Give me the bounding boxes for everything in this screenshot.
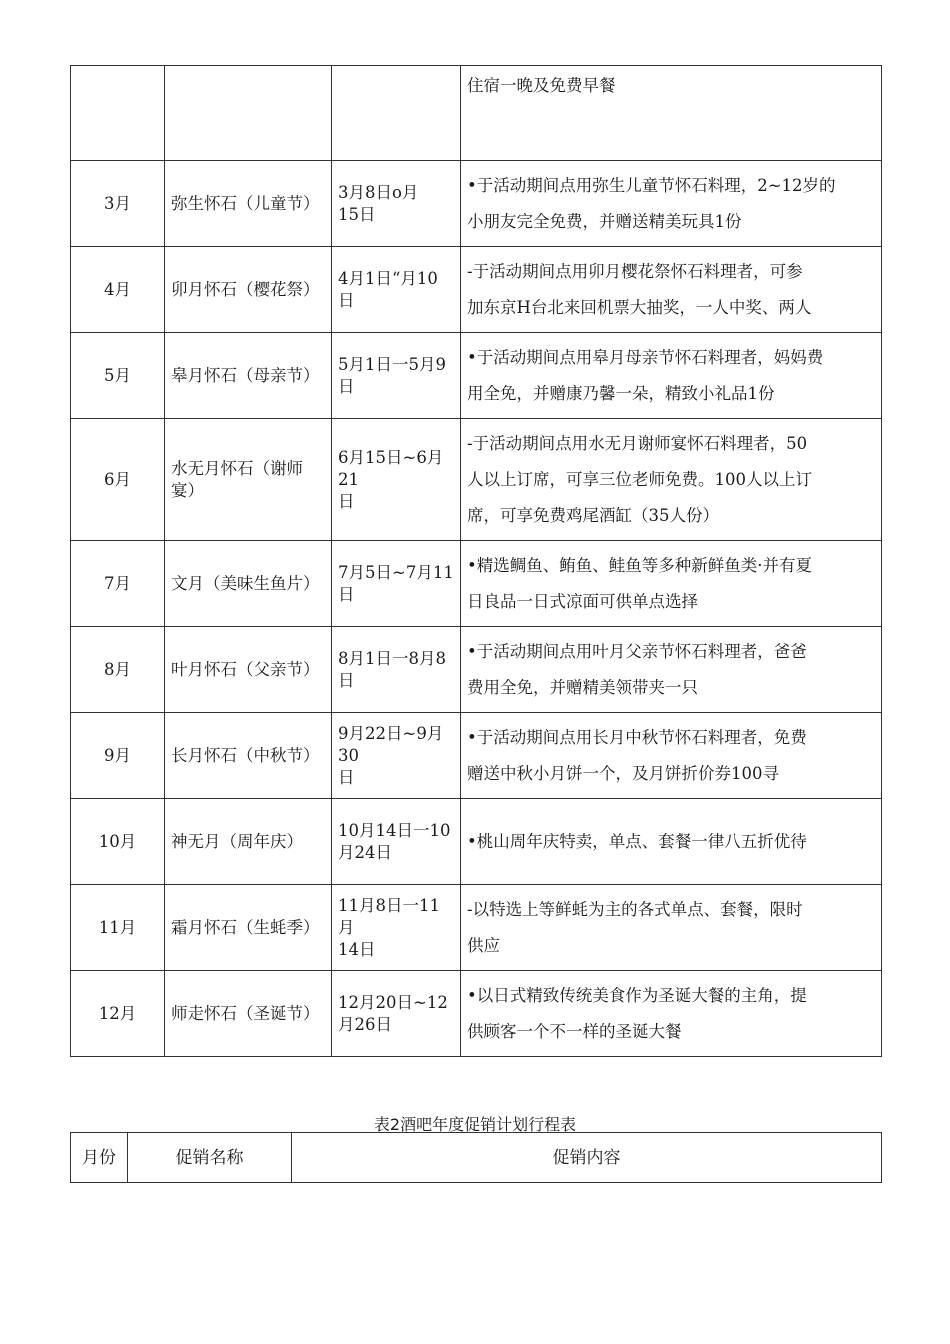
date-cell-line: 日	[338, 491, 355, 511]
promotion-content-cell	[461, 971, 882, 1057]
date-cell-line: 日	[338, 376, 355, 396]
promotion-content-cell	[461, 333, 882, 419]
promotion-content-cell-line: -于活动期间点用水无月谢师宴怀石料理者，50	[467, 433, 808, 453]
table-row	[71, 627, 882, 713]
date-cell-line: 14日	[338, 939, 376, 959]
promotion-content-cell-line: 供顾客一个不一样的圣诞大餐	[467, 1021, 682, 1041]
date-cell	[332, 333, 461, 419]
promotion-content-cell	[461, 541, 882, 627]
date-cell-line: 日	[338, 670, 355, 690]
promotion-content-cell-line: 人以上订席，可享三位老师免费。100人以上订	[467, 469, 812, 489]
table-row	[71, 713, 882, 799]
promotion-content-cell-line: -于活动期间点用卯月樱花祭怀石料理者，可参	[467, 261, 803, 281]
date-cell-line: 3月8日o月	[338, 182, 419, 202]
promotion-content-cell-line: •于活动期间点用叶月父亲节怀石料理者，爸爸	[467, 641, 807, 661]
month-cell: 12月	[71, 971, 165, 1057]
promotion-content-cell-line: 住宿一晚及免费早餐	[467, 76, 616, 95]
month-cell: 11月	[71, 885, 165, 971]
table-header-row	[71, 1133, 882, 1183]
date-cell-line: 12月20日~12	[338, 992, 448, 1012]
promotion-content-cell	[461, 161, 882, 247]
promotion-content-cell	[461, 885, 882, 971]
date-cell	[332, 971, 461, 1057]
month-cell	[71, 66, 165, 161]
restaurant-promotion-table	[70, 65, 882, 1057]
table2-caption: 表2酒吧年度促销计划行程表	[373, 1115, 577, 1134]
date-cell-line: 10月14日一10	[338, 820, 451, 840]
date-cell	[332, 885, 461, 971]
promotion-content-cell	[461, 66, 882, 161]
promotion-content-cell-line: 费用全免，并赠精美领带夹一只	[467, 677, 698, 697]
promotion-name-cell: 皋月怀石（母亲节）	[165, 333, 332, 419]
date-cell	[332, 247, 461, 333]
promotion-name-cell	[165, 66, 332, 161]
restaurant-promotion-table-body	[71, 66, 882, 1057]
table-row	[71, 541, 882, 627]
month-cell: 5月	[71, 333, 165, 419]
date-cell-line: 7月5日~7月11	[338, 562, 454, 582]
header-promotion-content: 促销内容	[292, 1133, 882, 1183]
date-cell-line: 6月15日~6月21	[338, 447, 444, 489]
promotion-content-cell-line: •于活动期间点用弥生儿童节怀石料理，2~12岁的	[467, 175, 836, 195]
table-row	[71, 247, 882, 333]
promotion-content-cell-line: 席，可享免费鸡尾酒缸（35人份）	[467, 505, 719, 525]
header-promotion-name: 促销名称	[128, 1133, 292, 1183]
date-cell-line: 11月8日一11月	[338, 895, 440, 937]
promotion-content-cell-line: •桃山周年庆特卖，单点、套餐一律八五折优待	[467, 831, 807, 851]
promotion-name-cell: 师走怀石（圣诞节）	[165, 971, 332, 1057]
promotion-content-cell	[461, 799, 882, 885]
table-row	[71, 161, 882, 247]
date-cell-line: 月26日	[338, 1014, 392, 1034]
table-row	[71, 419, 882, 541]
date-cell-line: 15日	[338, 204, 376, 224]
promotion-content-cell	[461, 419, 882, 541]
header-month: 月份	[71, 1133, 128, 1183]
promotion-name-cell: 弥生怀石（儿童节）	[165, 161, 332, 247]
table-row	[71, 885, 882, 971]
promotion-name-cell: 神无月（周年庆）	[165, 799, 332, 885]
promotion-name-cell: 卯月怀石（樱花祭）	[165, 247, 332, 333]
promotion-content-cell-line: •于活动期间点用长月中秋节怀石料理者，免费	[467, 727, 807, 747]
table-row	[71, 799, 882, 885]
date-cell	[332, 713, 461, 799]
promotion-content-cell	[461, 247, 882, 333]
bar-promotion-table	[70, 1132, 882, 1183]
promotion-content-cell	[461, 713, 882, 799]
promotion-name-cell: 叶月怀石（父亲节）	[165, 627, 332, 713]
promotion-content-cell-line: 小朋友完全免费，并赠送精美玩具1份	[467, 211, 742, 231]
date-cell	[332, 66, 461, 161]
date-cell	[332, 161, 461, 247]
promotion-content-cell-line: -以特选上等鲜蚝为主的各式单点、套餐，限时	[467, 899, 803, 919]
date-cell	[332, 419, 461, 541]
promotion-content-cell	[461, 627, 882, 713]
promotion-content-cell-line: 赠送中秋小月饼一个，及月饼折价券100寻	[467, 763, 779, 783]
table-row	[71, 333, 882, 419]
date-cell-line: 日	[338, 290, 355, 310]
month-cell: 7月	[71, 541, 165, 627]
date-cell-line: 9月22日~9月30	[338, 723, 444, 765]
promotion-name-cell: 长月怀石（中秋节）	[165, 713, 332, 799]
date-cell-line: 日	[338, 767, 355, 787]
date-cell-line: 日	[338, 584, 355, 604]
promotion-content-cell-line: 日良品一日式凉面可供单点选择	[467, 591, 698, 611]
promotion-content-cell-line: •以日式精致传统美食作为圣诞大餐的主角，提	[467, 985, 807, 1005]
month-cell: 10月	[71, 799, 165, 885]
month-cell: 3月	[71, 161, 165, 247]
table-row	[71, 971, 882, 1057]
date-cell	[332, 627, 461, 713]
date-cell-line: 5月1日一5月9	[338, 354, 446, 374]
promotion-content-cell-line: 用全免，并赠康乃馨一朵，精致小礼品1份	[467, 383, 775, 403]
promotion-content-cell-line: •于活动期间点用皋月母亲节怀石料理者，妈妈费	[467, 347, 824, 367]
month-cell: 4月	[71, 247, 165, 333]
date-cell	[332, 541, 461, 627]
month-cell: 9月	[71, 713, 165, 799]
promotion-content-cell-line: 供应	[467, 935, 500, 955]
date-cell-line: 月24日	[338, 842, 392, 862]
date-cell	[332, 799, 461, 885]
promotion-content-cell-line: •精选鲷鱼、鲔鱼、鲑鱼等多种新鲜鱼类·并有夏	[467, 555, 812, 575]
date-cell-line: 4月1日“月10	[338, 268, 438, 288]
month-cell: 8月	[71, 627, 165, 713]
promotion-content-cell-line: 加东京H台北来回机票大抽奖，一人中奖、两人	[467, 297, 812, 317]
promotion-name-cell: 水无月怀石（谢师宴）	[165, 419, 332, 541]
month-cell: 6月	[71, 419, 165, 541]
promotion-name-cell: 文月（美味生鱼片）	[165, 541, 332, 627]
table-row	[71, 66, 882, 161]
promotion-name-cell: 霜月怀石（生蚝季）	[165, 885, 332, 971]
date-cell-line: 8月1日一8月8	[338, 648, 446, 668]
